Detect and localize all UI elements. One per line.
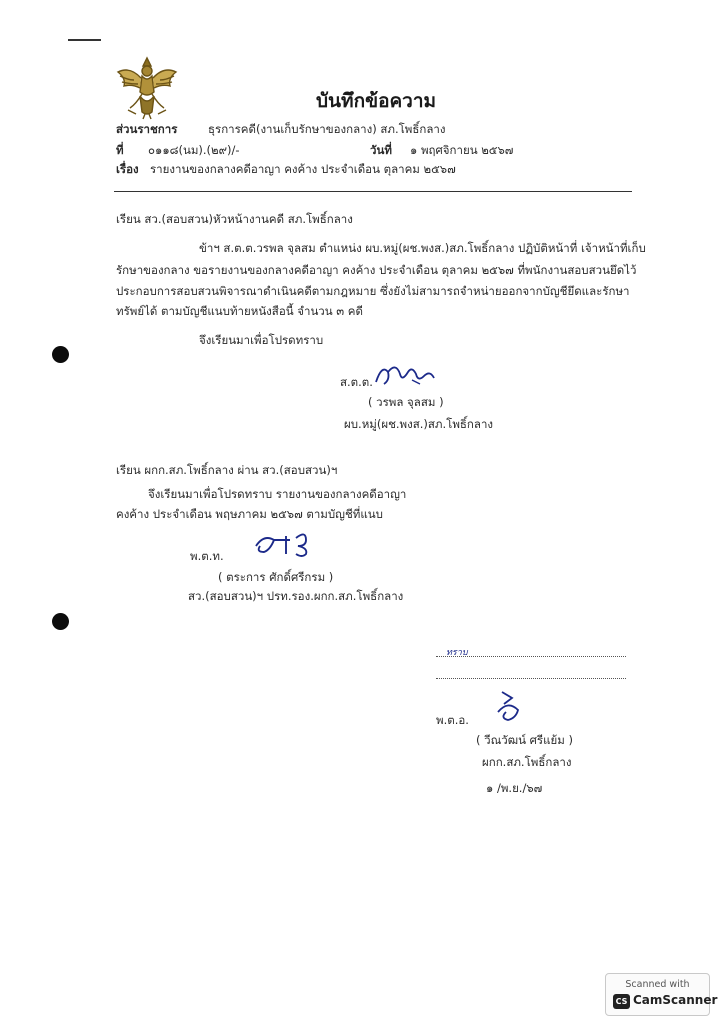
paragraph-line-2: รักษาของกลาง ขอรายงานของกลางคดีอาญา คงค้าง ประจำเดือน ตุลาคม ๒๕๖๗ ที่พนักงานสอบสวนยึดไว้	[116, 263, 637, 277]
agency-value: ธุรการคดี(งานเก็บรักษาของกลาง) สภ.โพธิ์กลาง	[208, 122, 446, 136]
endorse2-rank: พ.ต.อ.	[436, 713, 469, 727]
handwritten-note: ทราบ	[446, 648, 468, 658]
endorse2-date: ๑ /พ.ย./๖๗	[486, 781, 543, 795]
header-divider	[114, 191, 632, 192]
endorse1-position: สว.(สอบสวน)ฯ ปรท.รอง.ผกก.สภ.โพธิ์กลาง	[188, 589, 404, 603]
paragraph-line-1: ข้าฯ ส.ต.ต.วรพล จุลสม ตำแหน่ง ผบ.หมู่(ผช.พงส.)สภ.โพธิ์กลาง ปฏิบัติหน้าที่ เจ้าหน้าที่เก็บ	[199, 241, 646, 255]
camscanner-badge	[605, 973, 718, 1016]
ref-value: ๐๑๑๘(นม).(๒๙)/-	[148, 143, 240, 157]
signature-2	[250, 528, 325, 560]
signature-3	[490, 686, 530, 726]
signer1-position: ผบ.หมู่(ผช.พงส.)สภ.โพธิ์กลาง	[344, 417, 494, 431]
endorse1-line-2: คงค้าง ประจำเดือน พฤษภาคม ๒๕๖๗ ตามบัญชีที่แนบ	[116, 507, 383, 521]
date-value: ๑ พฤศจิกายน ๒๕๖๗	[410, 143, 514, 157]
subject-value: รายงานของกลางคดีอาญา คงค้าง ประจำเดือน ตุลาคม ๒๕๖๗	[150, 162, 456, 176]
salutation: เรียน สว.(สอบสวน)หัวหน้างานคดี สภ.โพธิ์กลาง	[116, 212, 353, 226]
signer1-rank: ส.ต.ต.	[340, 375, 373, 389]
endorse2-name: ( วีณวัฒน์ ศรีแย้ม )	[476, 733, 573, 747]
agency-label: ส่วนราชการ	[116, 122, 178, 136]
signer1-name: ( วรพล จุลสม )	[368, 395, 444, 409]
endorse1-line-1: จึงเรียนมาเพื่อโปรดทราบ รายงานของกลางคดีอาญา	[148, 487, 407, 501]
endorse1-rank: พ.ต.ท.	[190, 549, 224, 563]
endorse1-name: ( ตระการ ศักดิ์ศรีกรม )	[218, 570, 334, 584]
memo-title: บันทึกข้อความ	[316, 90, 437, 112]
signature-1	[372, 360, 442, 390]
corner-mark	[68, 39, 101, 41]
camscanner-brand: CamScanner	[633, 993, 718, 1007]
ref-label: ที่	[116, 143, 124, 157]
closing-text: จึงเรียนมาเพื่อโปรดทราบ	[199, 333, 324, 347]
endorse2-position: ผกก.สภ.โพธิ์กลาง	[482, 755, 572, 769]
garuda-emblem	[112, 54, 182, 120]
subject-label: เรื่อง	[116, 162, 139, 176]
paragraph-line-3: ประกอบการสอบสวนพิจารณาดำเนินคดีตามกฎหมาย ซึ่งยังไม่สามารถจำหน่ายออกจากบัญชียึดและรักษา	[116, 284, 630, 298]
paragraph-line-4: ทรัพย์ได้ ตามบัญชีแนบท้ายหนังสือนี้ จำนวน ๓ คดี	[116, 304, 363, 318]
date-label: วันที่	[370, 143, 392, 157]
note-line-2	[436, 678, 626, 679]
endorse1-salutation: เรียน ผกก.สภ.โพธิ์กลาง ผ่าน สว.(สอบสวน)ฯ	[116, 463, 338, 477]
camscanner-logo-icon: CS	[613, 994, 630, 1009]
note-line-1	[436, 656, 626, 657]
punch-hole-top	[52, 346, 69, 363]
scanned-with-text: Scanned with	[625, 979, 690, 990]
punch-hole-bottom	[52, 613, 69, 630]
